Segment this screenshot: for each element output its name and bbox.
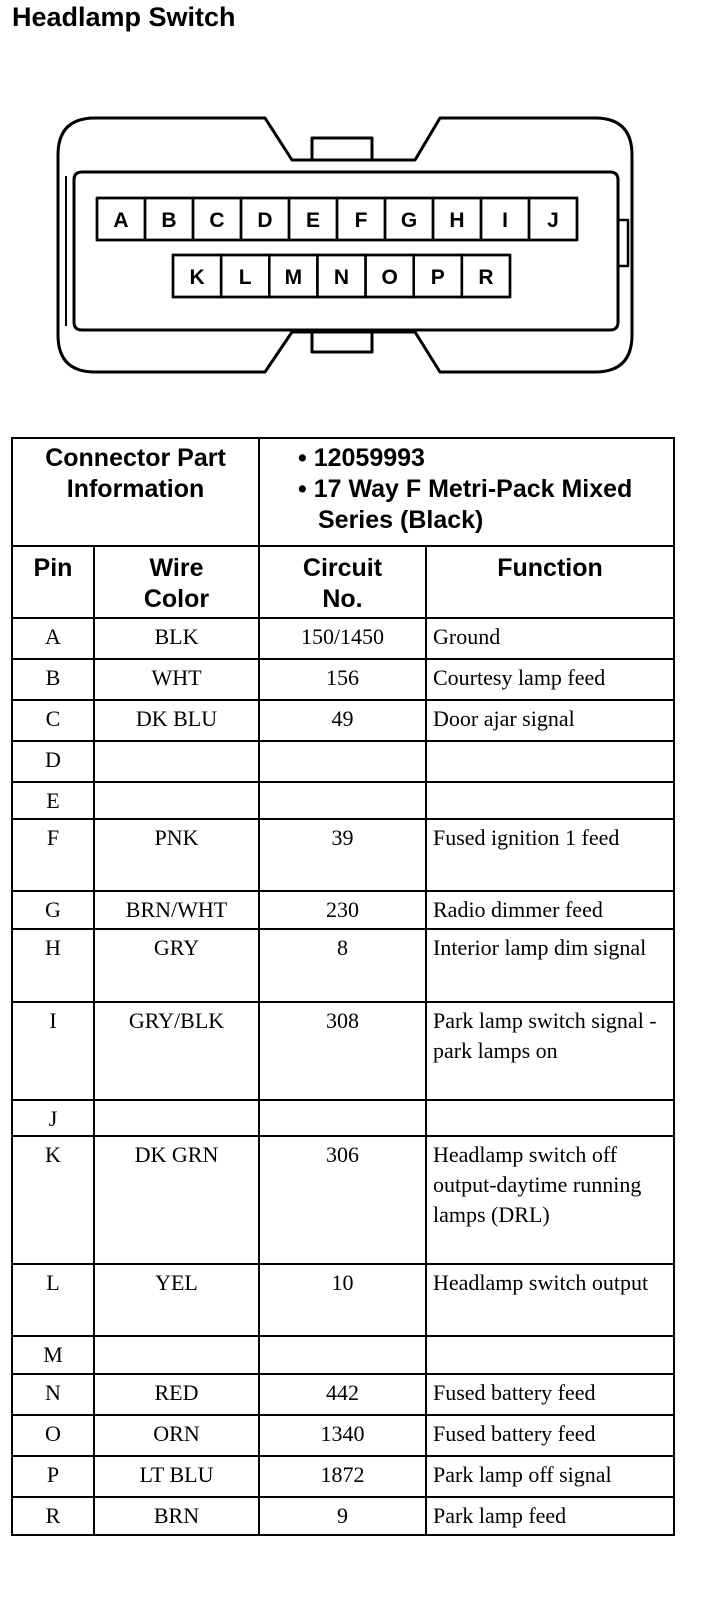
connector-pin [433, 198, 481, 240]
wire-color-cell: YEL [94, 1264, 259, 1336]
connector-pin-label: J [547, 209, 559, 232]
wire-color-cell [94, 741, 259, 782]
page-title: Headlamp Switch [12, 2, 236, 32]
circuit-cell: 10 [259, 1264, 426, 1336]
table-row [12, 891, 674, 929]
table-row [12, 659, 674, 700]
part-info-label-line1: Connector Part [45, 444, 226, 472]
wire-color-cell: BRN [94, 1497, 259, 1535]
header-circuit-no: Circuit No. [259, 546, 426, 618]
function-cell: Interior lamp dim signal [426, 929, 674, 1002]
circuit-cell: 150/1450 [259, 618, 426, 659]
header-wire-color: Wire Color [94, 546, 259, 618]
pin-cell: F [12, 819, 94, 891]
wire-color-cell: ORN [94, 1415, 259, 1456]
function-cell: Radio dimmer feed [426, 891, 674, 929]
circuit-cell: 306 [259, 1136, 426, 1264]
part-info-row [12, 438, 674, 546]
wire-color-cell [94, 782, 259, 819]
wire-color-cell: RED [94, 1374, 259, 1415]
table-row [12, 1374, 674, 1415]
wire-color-cell: PNK [94, 819, 259, 891]
circuit-cell [259, 1100, 426, 1136]
connector-pin [145, 198, 193, 240]
connector-pin [97, 198, 145, 240]
function-cell: Door ajar signal [426, 700, 674, 741]
pin-cell: I [12, 1002, 94, 1100]
connector-pin-label: A [113, 209, 129, 232]
connector-pin [481, 198, 529, 240]
table-row [12, 1264, 674, 1336]
wire-color-cell: BLK [94, 618, 259, 659]
connector-pin-row-2 [173, 255, 510, 297]
pin-cell: B [12, 659, 94, 700]
circuit-cell: 49 [259, 700, 426, 741]
pin-cell: E [12, 782, 94, 819]
wire-color-cell [94, 1100, 259, 1136]
connector-pin-label: R [478, 266, 494, 289]
function-cell: Courtesy lamp feed [426, 659, 674, 700]
circuit-cell [259, 782, 426, 819]
wire-color-cell: BRN/WHT [94, 891, 259, 929]
connector-pin [385, 198, 433, 240]
table-row [12, 1002, 674, 1100]
wire-color-cell: GRY [94, 929, 259, 1002]
function-cell: Headlamp switch output [426, 1264, 674, 1336]
connector-pin [289, 198, 337, 240]
connector-pin [462, 255, 510, 297]
pin-cell: O [12, 1415, 94, 1456]
connector-pin-label: I [502, 209, 508, 232]
connector-pin-label: E [305, 209, 321, 232]
pin-cell: H [12, 929, 94, 1002]
part-info-label-line2: Information [66, 475, 205, 503]
circuit-cell: 442 [259, 1374, 426, 1415]
pin-cell: G [12, 891, 94, 929]
connector-pin [241, 198, 289, 240]
function-cell [426, 741, 674, 782]
connector-pin [173, 255, 221, 297]
connector-pin-label: L [238, 266, 252, 289]
table-row [12, 618, 674, 659]
circuit-cell [259, 1336, 426, 1374]
table-row [12, 700, 674, 741]
connector-pin-label: H [449, 209, 465, 232]
wire-color-cell: LT BLU [94, 1456, 259, 1497]
column-header-row [12, 546, 674, 618]
header-pin: Pin [12, 546, 94, 618]
connector-pin [317, 255, 365, 297]
connector-pin-label: D [257, 209, 273, 232]
table-row [12, 1415, 674, 1456]
part-number: • 12059993 [298, 444, 425, 472]
part-info-values-cell [259, 438, 674, 546]
table-row [12, 1136, 674, 1264]
pin-cell: K [12, 1136, 94, 1264]
connector-pin [366, 255, 414, 297]
part-info-label-cell [12, 438, 259, 546]
pin-cell: N [12, 1374, 94, 1415]
circuit-cell: 230 [259, 891, 426, 929]
pin-cell: L [12, 1264, 94, 1336]
function-cell: Headlamp switch off output-daytime running lamps (DRL) [426, 1136, 674, 1264]
connector-pin-label: F [354, 209, 368, 232]
connector-pin-label: N [333, 266, 350, 289]
table-row [12, 1100, 674, 1136]
function-cell: Fused battery feed [426, 1415, 674, 1456]
connector-info-table [11, 437, 675, 1536]
wire-color-cell: WHT [94, 659, 259, 700]
circuit-cell [259, 741, 426, 782]
connector-pin-row-1 [97, 198, 577, 240]
function-cell [426, 782, 674, 819]
connector-pin [221, 255, 269, 297]
connector-pin [414, 255, 462, 297]
table-row [12, 819, 674, 891]
circuit-cell: 308 [259, 1002, 426, 1100]
part-description: • 17 Way F Metri-Pack Mixed Series (Black) [298, 475, 633, 534]
wire-color-cell: DK BLU [94, 700, 259, 741]
connector-pin-label: C [209, 209, 225, 232]
connector-pin [193, 198, 241, 240]
circuit-cell: 9 [259, 1497, 426, 1535]
circuit-cell: 39 [259, 819, 426, 891]
function-cell: Fused battery feed [426, 1374, 674, 1415]
pin-cell: P [12, 1456, 94, 1497]
wire-color-cell: GRY/BLK [94, 1002, 259, 1100]
table-row [12, 1336, 674, 1374]
connector-pin-label: O [381, 266, 398, 289]
connector-pin-label: K [189, 266, 205, 289]
function-cell: Fused ignition 1 feed [426, 819, 674, 891]
function-cell: Park lamp off signal [426, 1456, 674, 1497]
pin-cell: R [12, 1497, 94, 1535]
table-row [12, 1497, 674, 1535]
table-row [12, 741, 674, 782]
header-function: Function [426, 546, 674, 618]
connector-diagram [0, 0, 720, 400]
table-row [12, 929, 674, 1002]
circuit-cell: 156 [259, 659, 426, 700]
connector-pin-label: M [284, 266, 303, 289]
pin-cell: D [12, 741, 94, 782]
pin-cell: J [12, 1100, 94, 1136]
pin-cell: C [12, 700, 94, 741]
circuit-cell: 1872 [259, 1456, 426, 1497]
function-cell: Ground [426, 618, 674, 659]
pin-cell: M [12, 1336, 94, 1374]
connector-pin-label: P [430, 266, 445, 289]
connector-pin [269, 255, 317, 297]
table-row [12, 1456, 674, 1497]
connector-pin [529, 198, 577, 240]
connector-pin-label: G [400, 209, 418, 232]
wire-color-cell: DK GRN [94, 1136, 259, 1264]
function-cell: Park lamp feed [426, 1497, 674, 1535]
wire-color-cell [94, 1336, 259, 1374]
connector-pin-label: B [161, 209, 177, 232]
connector-pin [337, 198, 385, 240]
pin-cell: A [12, 618, 94, 659]
function-cell [426, 1336, 674, 1374]
table-row [12, 782, 674, 819]
circuit-cell: 1340 [259, 1415, 426, 1456]
function-cell: Park lamp switch signal - park lamps on [426, 1002, 674, 1100]
function-cell [426, 1100, 674, 1136]
circuit-cell: 8 [259, 929, 426, 1002]
